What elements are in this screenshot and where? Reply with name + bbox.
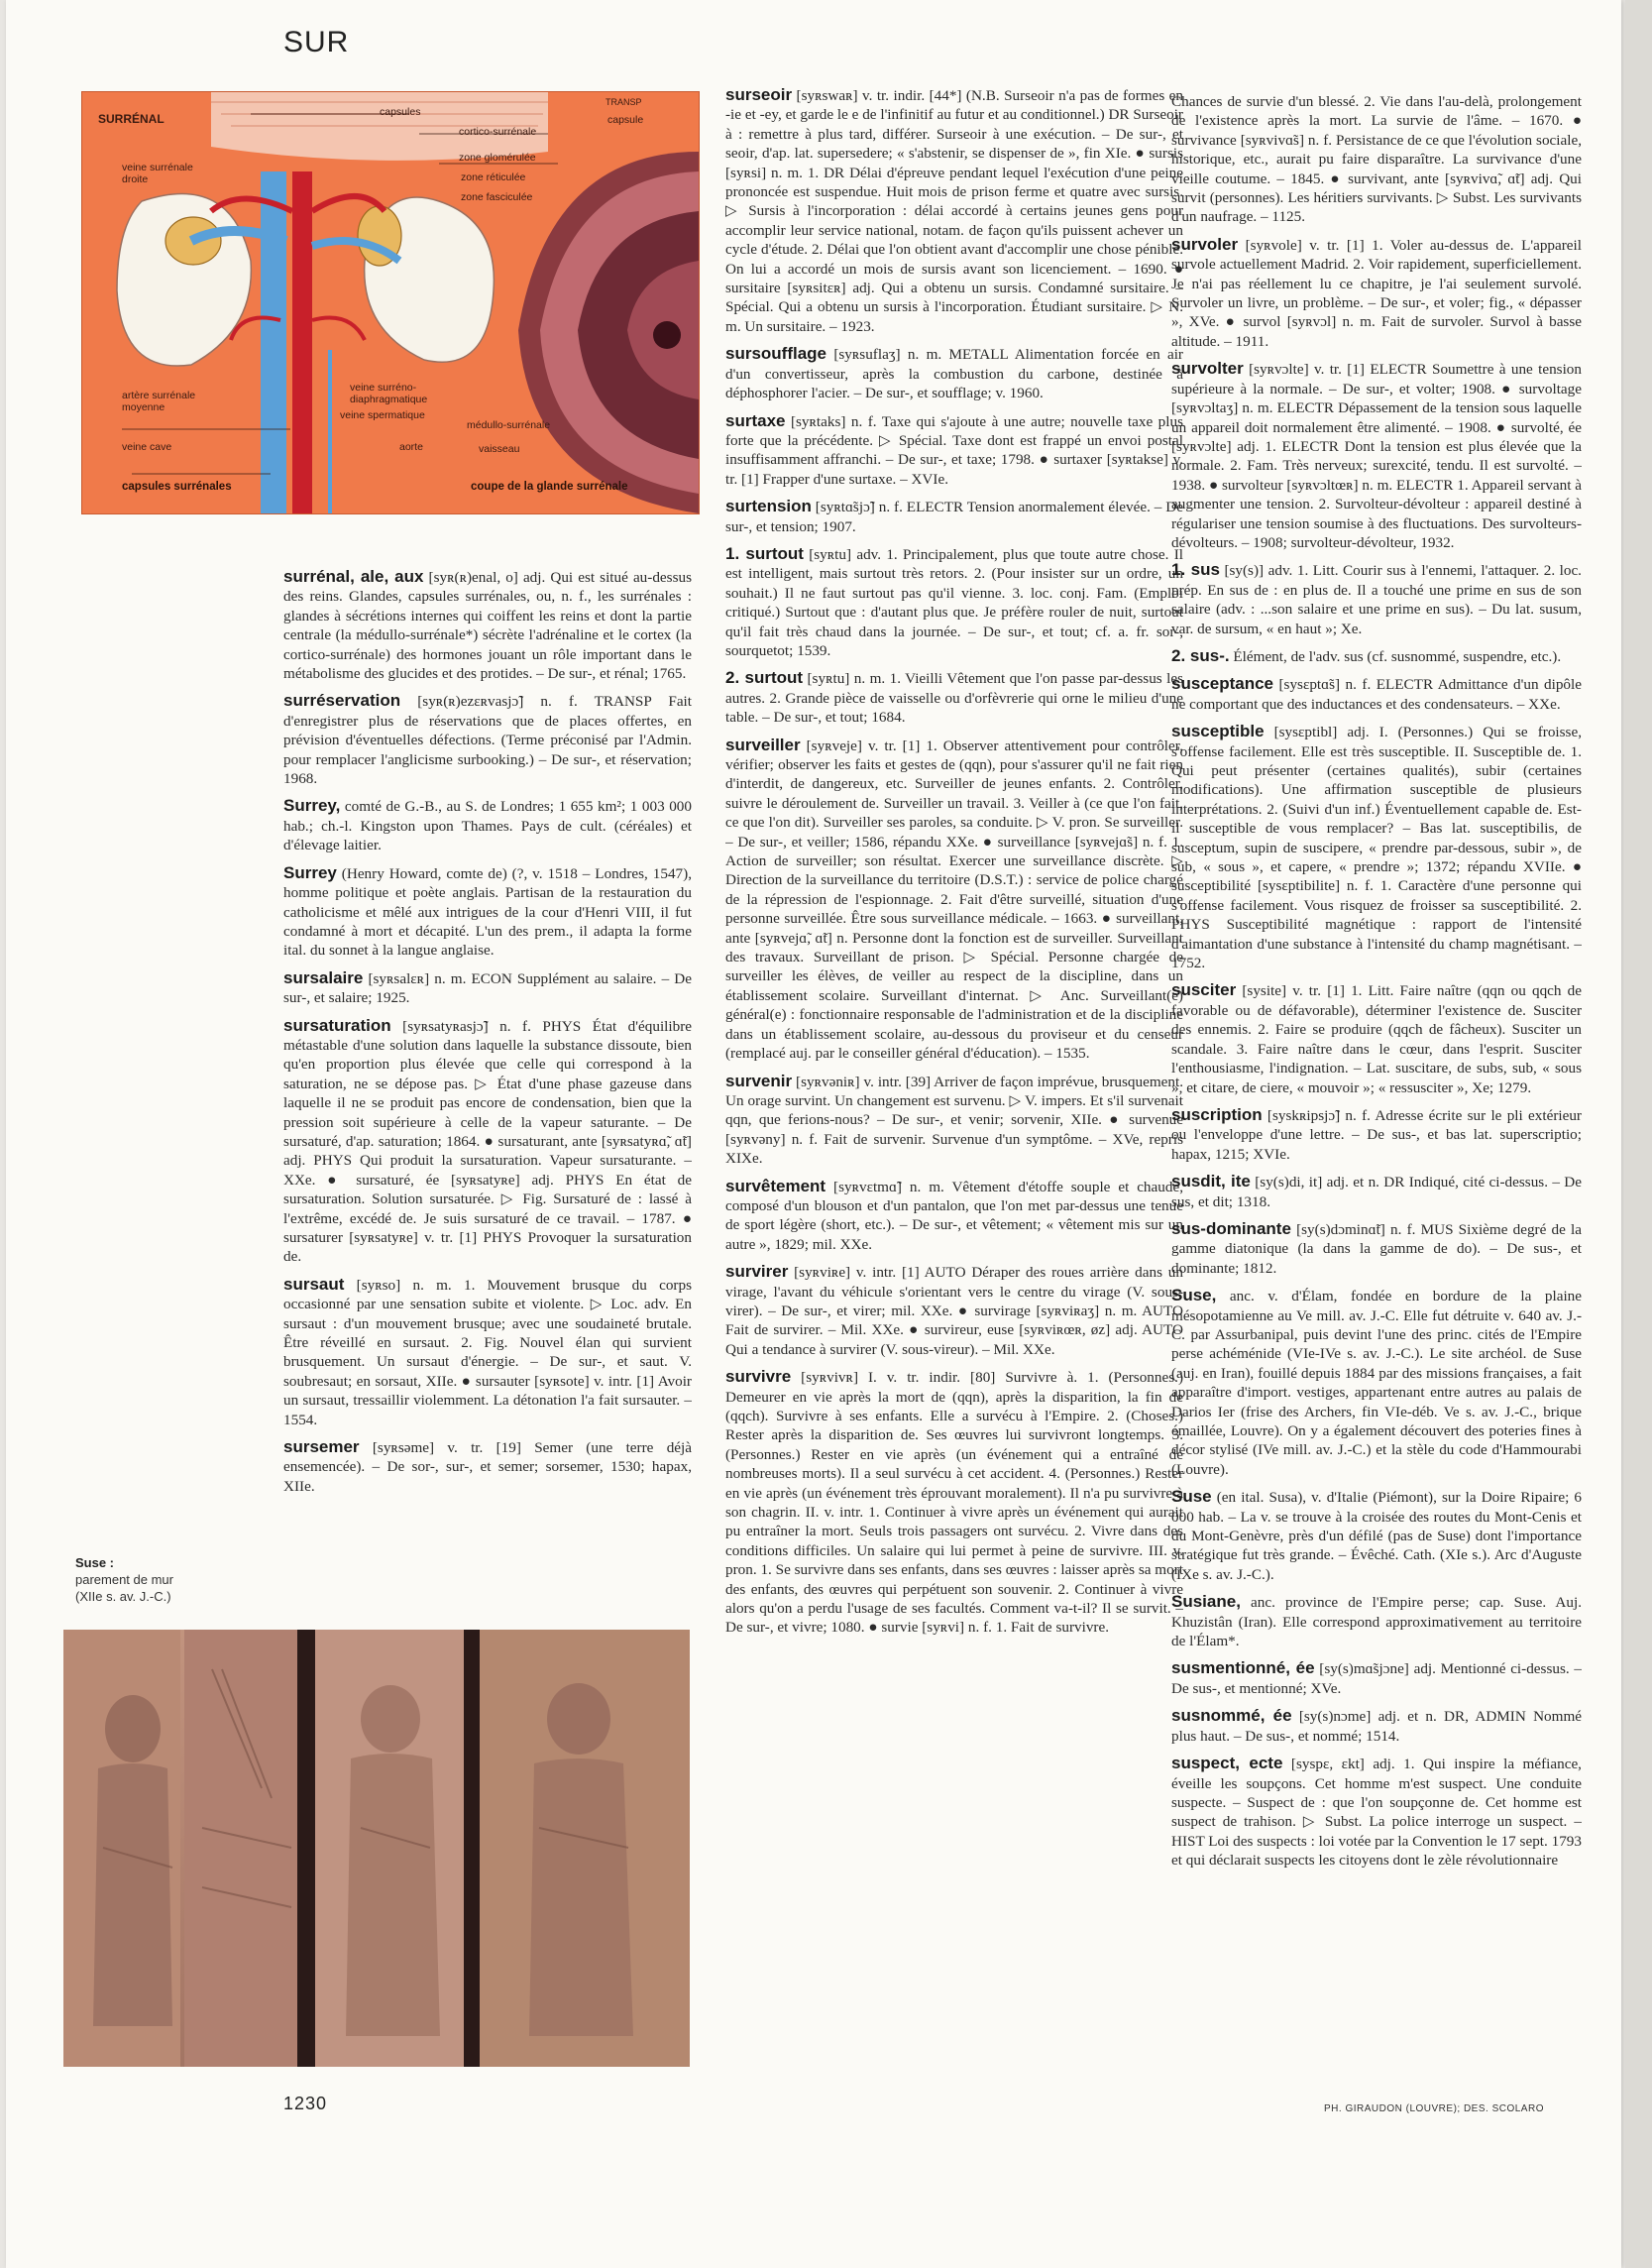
- headword: Suse,: [1171, 1286, 1217, 1305]
- definition: [syʀ(ʀ)enal, o] adj. Qui est situé au-dessus des reins. Glandes, capsules surrénales, ou, n. f., les surrénales : glandes à sécrétions internes qui coiffent les reins et dont la partie centrale (la médullo-surrénale*) sécrète l'adrénaline et le cortex (la cortico-surrénale) des hormones jouant un rôle important dans le métabolisme des glucides et des protides. – De sur-, et rénal; 1765.: [283, 569, 692, 683]
- headword: survirer: [725, 1262, 789, 1282]
- definition: [syʀsatyʀasjɔ̃] n. f. PHYS État d'équilibre métastable d'une solution dans laquelle la substance dissoute, bien qu'en proportion plus élevée que celle qui correspond à la saturation, ne se dépose pas. ▷ État d'une phase gazeuse dans laquelle il ne se produit pas encore de condensation, bien que la pression soit supérieure à celle de la vapeur saturante. – De sursaturé, d'ap. saturation; 1864. ● sursaturant, ante [syʀsatyʀɑ̃, ɑ̃t] adj. PHYS Qui produit la sursaturation. Vapeur sursaturante. – XXe. ● sursaturé, ée [syʀsatyʀe] adj. PHYS En état de sursaturation. Solution sursaturée. ▷ Fig. Sursaturé de : lassé à l'extrême, excédé de. Je suis sursaturé de ce travail. – 1787. ● sursaturer [syʀsatyʀe] v. tr. [1] PHYS Provoquer la sursaturation de.: [283, 1017, 692, 1266]
- entry: [725, 544, 1183, 660]
- photo-caption-line1: parement de mur: [75, 1572, 173, 1587]
- entry: [725, 1177, 1183, 1255]
- definition: Élément, de l'adv. sus (cf. susnommé, suspendre, etc.).: [1229, 647, 1562, 665]
- entry: [1171, 722, 1582, 972]
- definition: [syʀviʀe] v. intr. [1] AUTO Déraper des roues arrière dans un virage, l'avant du véhicule s'orientant vers le centre du virage (V. sous-virer). – De sur-, et virer; mil. XXe. ● survirage [syʀviʀaʒ] n. m. AUTO Fait de survirer. – Mil. XXe. ● survireur, euse [syʀviʀœʀ, øz] adj. AUTO Qui a tendance à survirer (V. sous-vireur). – Mil. XXe.: [725, 1264, 1183, 1358]
- definition: [sy(s)dɔminɑ̃t] n. f. MUS Sixième degré de la gamme diatonique (la dans la gamme de do). – De sus-, et dominante; 1812.: [1171, 1220, 1582, 1277]
- adrenal-illustration: [82, 92, 699, 513]
- label-veine-cave: veine cave: [122, 441, 172, 453]
- headword: surtaxe: [725, 410, 786, 430]
- suse-relief-photo: [63, 1630, 690, 2067]
- label-veine-diaphragmatique: veine surréno-diaphragmatique: [350, 382, 428, 405]
- photo-caption: [75, 1554, 173, 1605]
- column-2: [725, 85, 1183, 2078]
- definition: [syʀvivʀ] I. v. tr. indir. [80] Survivre à. 1. (Personnes.) Demeurer en vie après la mort de (qqn), après la disparition, la fin de (qqch). Survivre à ses enfants. Elle a survécu à l'Empire. 2. (Choses.) Rester après la disparition de. Ses œuvres lui survivront longtemps. 3. (Personnes.) Rester en vie après (un événement qui a entraîné de nombreuses morts). Il a seul survécu à cet accident. 4. (Personnes.) Rester en vie après (un événement très éprouvant moralement). Il n'a pu survivre à son chagrin. II. v. intr. 1. Continuer à vivre après un événement qui aurait pu entraîner la mort. Seuls trois passagers ont survécu. 2. Vivre dans des conditions difficiles. Un salaire qui lui permet à peine de survivre. III. v. pron. 1. Se survivre dans ses enfants, dans ses œuvres : laisser après sa mort des enfants, des œuvres qui perpétuent son souvenir. 2. Continuer à vivre alors qu'on a perdu l'usage de ses facultés. Comment va-t-il? Il se survit. – De sur-, et vivre; 1080. ● survie [syʀvi] n. f. 1. Fait de survivre.: [725, 1369, 1183, 1637]
- definition: [syʀtu] adv. 1. Principalement, plus que toute autre chose. Il est intelligent, mais surtout très retors. 2. (Pour insister sur un ordre, un souhait.) Il ne faut surtout pas qu'il vienne. 3. loc. conj. Fam. (Emploi critiqué.) Surtout que : d'autant plus que. Je préfère rouler de nuit, surtout qu'il fait très chaud dans la journée. – De sur-, et tout; cf. a. fr. sor-, sourquetot; 1539.: [725, 545, 1183, 659]
- headword: susmentionné, ée: [1171, 1658, 1315, 1678]
- figure-caption-left: capsules surrénales: [122, 481, 232, 493]
- headword: 2. sus-.: [1171, 645, 1230, 665]
- headword: survivre: [725, 1367, 792, 1387]
- definition: [syʀ(ʀ)ezɛʀvasjɔ̃] n. f. TRANSP Fait d'enregistrer plus de réservations que de places offertes, en prévision d'éventuelles défections. (Terme préconisé par l'Admin. pour remplacer l'anglicisme surbooking.) – De sur-, et réservation; 1968.: [283, 693, 692, 788]
- headword: Surrey: [283, 862, 337, 882]
- definition: (Henry Howard, comte de) (?, v. 1518 – Londres, 1547), homme politique et poète anglais. Partisan de la restauration du catholicisme et mêlé aux intrigues de la cour d'Henri VIII, il fut condamné à mort et décapité. L'un des prem., il adapta la forme ital. du sonnet à la langue anglaise.: [283, 864, 692, 960]
- entry: [725, 497, 1183, 536]
- definition: comté de G.-B., au S. de Londres; 1 655 km²; 1 003 000 hab.; ch.-l. Kingston upon Thames. Pays de cult. (céréales) et d'élevage laitier.: [283, 798, 692, 854]
- definition: anc. v. d'Élam, fondée en bordure de la plaine mésopotamienne au Ve mill. av. J.-C. Elle fut détruite v. 640 av. J.-C. par Assurbanipal, puis devint l'une des princ. cités de l'Empire perse achéménide (VIe-IVe s. av. J.-C.). Le site archéol. de Suse (auj. en Iran), fouillé depuis 1884 par des missions françaises, a fait apparaître d'import. vestiges, appartenant entre autres au palais de Darios Ier (frise des Archers, fin VIe-déb. Ve s. av. J.-C., brique émaillée, Louvre). On y a également découvert des poteries fines à décor stylisé (IVe mill. av. J.-C.) et la stèle du code d'Hammourabi (Louvre).: [1171, 1288, 1582, 1478]
- entry: [725, 668, 1183, 727]
- entry: [283, 691, 692, 788]
- definition: [sy(s)di, it] adj. et n. DR Indiqué, cité ci-dessus. – De sus, et dit; 1318.: [1171, 1174, 1582, 1210]
- label-veine-spermatique: veine spermatique: [340, 409, 425, 421]
- definition: [sy(s)] adv. 1. Litt. Courir sus à l'ennemi, l'attaquer. 2. loc. prép. En sus de : en plus de. Il a touché une prime en sus de son salaire (adv. : ...son salaire et une prime en sus). – Du lat. susum, var. de sursum, « en haut »; Xe.: [1171, 562, 1582, 637]
- headword: surrénal, ale, aux: [283, 567, 424, 586]
- entry: [1171, 1219, 1582, 1278]
- headword: susceptance: [1171, 674, 1273, 694]
- headword: survêtement: [725, 1176, 826, 1195]
- definition: [syʀvɛtmɑ̃] n. m. Vêtement d'étoffe souple et chaude, composé d'un blouson et d'un pantalon, que l'on met par-dessus une tenue de sport légère (short, etc.). – De sur-, et vêtement; « vêtement mis sur un autre », 1829; mil. XXe.: [725, 1178, 1183, 1253]
- entry: [725, 344, 1183, 402]
- entry: [283, 1437, 692, 1496]
- relief-image: [63, 1630, 690, 2067]
- label-vaisseau: vaisseau: [479, 443, 520, 455]
- label-capsule: capsule: [607, 114, 644, 126]
- entry: [1171, 1487, 1582, 1584]
- entry: [283, 567, 692, 683]
- entry: [1171, 560, 1582, 638]
- definition: anc. province de l'Empire perse; cap. Suse. Auj. Khuzistân (Iran). Elle correspond approximativement au territoire de l'Élam*.: [1171, 1594, 1582, 1650]
- label-aorte: aorte: [399, 441, 423, 453]
- entry: [1171, 1286, 1582, 1479]
- headword: susciter: [1171, 980, 1237, 1000]
- headword: survolter: [1171, 359, 1244, 379]
- definition: [syʀso] n. m. 1. Mouvement brusque du corps occasionné par une sensation subite et violente. ▷ Loc. adv. En sursaut : d'un mouvement brusque; avec une soudaineté brutale. Être réveillé en sursaut. 2. Fig. Nouvel élan qui survient brusquement. Un sursaut d'énergie. – De sur-, et saut. V. soubresaut; en sorsaut, XIIe. ● sursauter [syʀsote] v. intr. [1] Avoir un sursaut, tressaillir violemment. La détonation l'a fait sursauter. – 1554.: [283, 1276, 692, 1428]
- headword: susdit, ite: [1171, 1172, 1251, 1191]
- headword: Suse: [1171, 1487, 1212, 1507]
- definition: [syʀtu] n. m. 1. Vieilli Vêtement que l'on passe par-dessus les autres. 2. Grande pièce de vaisselle ou d'orfèvrerie qui orne le milieu d'une table. – De sur-, et tout; 1684.: [725, 670, 1183, 727]
- definition: [sysite] v. tr. [1] 1. Litt. Faire naître (qqn ou qqch de favorable ou de défavorable), déterminer l'existence de. Susciter des ennemis. 2. Faire se produire (qqch de fâcheux). Susciter un scandale. 3. Faire naître dans le cœur, dans l'esprit. Susciter l'enthousiasme, l'indignation. – Lat. suscitare, de subs, sub, « sous », et citare, de ciere, « mouvoir »; « ressusciter », Xe; 1279.: [1171, 982, 1582, 1096]
- definition: [syʀsalɛʀ] n. m. ECON Supplément au salaire. – De sur-, et salaire; 1925.: [283, 969, 692, 1007]
- adrenal-figure: [81, 91, 700, 514]
- definition: [syʀtaks] n. f. Taxe qui s'ajoute à une autre; nouvelle taxe plus forte que la précédente. ▷ Spécial. Taxe dont est frappé un envoi postal insuffisamment affranchi. – De sur-, et taxe; 1798. ● surtaxer [syʀtakse] v. tr. [1] Frapper d'une surtaxe. – XVIe.: [725, 412, 1183, 488]
- definition: [syʀvɔlte] v. tr. [1] ELECTR Soumettre à une tension supérieure à la normale. – De sur-, et volter; 1908. ● survoltage [syʀvɔltaʒ] n. m. ELECTR Dépassement de la tension sous laquelle un appareil doit normalement être alimenté. – 1908. ● survolté, ée [syʀvɔlte] adj. 1. ELECTR Dont la tension est plus élevée que la normale. 2. Fam. Très nerveux; surexcité, tendu. Il est survolté. – 1938. ● survolteur [syʀvɔltœʀ] n. m. ELECTR 1. Appareil servant à augmenter une tension. 2. Survolteur-dévolteur : appareil destiné à régulariser une tension soumise à des fluctuations. Des survolteurs-dévolteurs. – 1908; survolteur-dévolteur, 1932.: [1171, 361, 1582, 551]
- entry: [1171, 1172, 1582, 1211]
- definition: Chances de survie d'un blessé. 2. Vie dans l'au-delà, prolongement de l'existence après la mort. La survie de l'âme. – 1670. ● survivance [syʀvivɑ̃s] n. f. Persistance de ce que l'évolution sociale, historique, etc., aurait pu faire disparaître. La survivance d'une vieille coutume. – 1845. ● survivant, ante [syʀvivɑ̃, ɑ̃t] adj. Qui survit (personnes). Les héritiers survivants. ▷ Subst. Les survivants d'un naufrage. – 1125.: [1171, 93, 1582, 226]
- entry: [283, 968, 692, 1008]
- entry: [283, 1016, 692, 1267]
- headword: sursemer: [283, 1437, 360, 1457]
- page-number: 1230: [283, 2094, 328, 2113]
- label-artere: artère surrénale moyenne: [122, 390, 196, 413]
- entry: [725, 85, 1183, 336]
- entry: [1171, 91, 1582, 227]
- definition: [sy(s)nɔme] adj. et n. DR, ADMIN Nommé plus haut. – De sus-, et nommé; 1514.: [1171, 1708, 1582, 1745]
- running-head: SUR: [283, 26, 350, 58]
- label-cortico: cortico-surrénale: [459, 126, 537, 138]
- definition: [syspɛ, ɛkt] adj. 1. Qui inspire la méfiance, éveille les soupçons. Cet homme m'est suspect. Une conduite suspecte. – Suspect de : que l'on soupçonne de. Cet homme est suspect de trahison. ▷ Subst. La police interroge un suspect. – HIST Loi des suspects : loi votée par la Convention le 17 sept. 1793 et qui déclarait suspects les citoyens dont le zèle révolutionnaire: [1171, 1756, 1582, 1870]
- definition: [syskʀipsjɔ̃] n. f. Adresse écrite sur le pli extérieur ou l'enveloppe d'une lettre. – De sus-, et bas lat. superscriptio; hapax, 1215; XVIe.: [1171, 1106, 1582, 1163]
- entry: [283, 796, 692, 854]
- headword: survoler: [1171, 234, 1239, 254]
- entry: [283, 863, 692, 961]
- definition: [sysɛptibl] adj. I. (Personnes.) Qui se froisse, s'offense facilement. Elle est très susceptible. II. Susceptible de. 1. Qui peut présenter (certaines qualités), subir (certaines modifications). Une affirmation susceptible de plusieurs interprétations. 2. (Suivi d'un inf.) Éventuellement capable de. Est-il susceptible de vous remplacer? – Bas lat. susceptibilis, de susceptum, supin de suscipere, « prendre par-dessous, subir », de sub, « sous », et capere, « prendre »; 1372; répandu XVIIe. ● susceptibilité [sysɛptibilite] n. f. 1. Caractère d'une personne qui s'offense facilement. Vous risquez de froisser sa susceptibilité. 2. PHYS Susceptibilité magnétique : rapport de l'intensité d'aimantation d'une substance à l'intensité du champ magnétisant. – 1752.: [1171, 724, 1582, 972]
- headword: Susiane,: [1171, 1592, 1241, 1612]
- label-medullo: médullo-surrénale: [467, 419, 551, 431]
- headword: susnommé, ée: [1171, 1706, 1292, 1726]
- headword: sursaturation: [283, 1015, 391, 1035]
- entry: [1171, 1658, 1582, 1698]
- headword: 2. surtout: [725, 668, 804, 688]
- photo-caption-title: Suse :: [75, 1555, 115, 1570]
- headword: surseoir: [725, 85, 793, 104]
- entry: [725, 1367, 1183, 1638]
- definition: [syʀsuflaʒ] n. m. METALL Alimentation forcée en air d'un convertisseur, après la combustion du carbone, destinée à déphosphorer l'acier. – De sur-, et soufflage; v. 1960.: [725, 346, 1183, 402]
- entry: [725, 1072, 1183, 1169]
- definition: [syʀsəme] v. tr. [19] Semer (une terre déjà ensemencée). – De sor-, sur-, et semer; sorsemer, 1530; hapax, XIIe.: [283, 1439, 692, 1495]
- entry: [725, 736, 1183, 1064]
- headword: susceptible: [1171, 722, 1265, 741]
- dictionary-page: [6, 0, 1621, 2268]
- headword: surtension: [725, 497, 812, 516]
- figure-caption-right: coupe de la glande surrénale: [471, 481, 628, 493]
- entry: [1171, 980, 1582, 1096]
- headword: surveiller: [725, 735, 801, 754]
- headword: Surrey,: [283, 796, 341, 816]
- label-zone-reticulee: zone réticulée: [461, 171, 526, 183]
- entry: [1171, 1105, 1582, 1164]
- label-capsules: capsules: [380, 106, 421, 118]
- headword: suscription: [1171, 1104, 1263, 1124]
- headword: sursaut: [283, 1274, 345, 1294]
- entry: [1171, 1592, 1582, 1650]
- headword: surréservation: [283, 691, 401, 711]
- headword: suspect, ecte: [1171, 1754, 1283, 1773]
- definition: (en ital. Susa), v. d'Italie (Piémont), sur la Doire Ripaire; 6 000 hab. – La v. se trouve à la croisée des routes du Mont-Cenis et du Mont-Genèvre, près d'un défilé (pas de Suse) dont l'importance stratégique fut très grande. – Évêché. Cath. (XIe s.). Arc d'Auguste (IXe s. av. J.-C.).: [1171, 1489, 1582, 1583]
- headword: sursalaire: [283, 967, 364, 987]
- entry: [1171, 1706, 1582, 1746]
- figure-title: SURRÉNAL: [98, 112, 165, 126]
- entry: [1171, 1754, 1582, 1870]
- page-edge: [1625, 0, 1652, 2268]
- photo-credit: PH. GIRAUDON (LOUVRE); DES. SCOLARO: [1324, 2103, 1544, 2114]
- definition: [syʀvole] v. tr. [1] 1. Voler au-dessus de. L'appareil survole actuellement Madrid. 2. Voir rapidement, superficiellement. Je n'ai pas réellement lu ce chapitre, je l'ai seulement survolé. Survoler un livre, un problème. – De sur-, et voler; fig., « dépasser », XVe. ● survol [syʀvɔl] n. m. Fait de survoler. Survol à basse altitude. – 1911.: [1171, 236, 1582, 350]
- headword: 1. sus: [1171, 560, 1220, 580]
- headword: sursoufflage: [725, 344, 827, 364]
- entry: [725, 1262, 1183, 1359]
- definition: [syʀvəniʀ] v. intr. [39] Arriver de façon imprévue, brusquement. Un orage survint. Un changement est survenu. ▷ V. impers. Et s'il survenait qqn, que ferions-nous? – De sur-, et venir; sorvenir, XIIe. ● survenue [syʀvəny] n. f. Fait de survenir. Survenue d'un symptôme. – XVe, repris XIXe.: [725, 1073, 1183, 1168]
- entry: [725, 411, 1183, 490]
- entry: [1171, 646, 1582, 666]
- photo-caption-line2: (XIIe s. av. J.-C.): [75, 1589, 171, 1604]
- entry: [1171, 359, 1582, 552]
- definition: [syʀswaʀ] v. tr. indir. [44*] (N.B. Surseoir n'a pas de formes en -ie et -ey, et garde le e de l'infinitif au futur et au conditionnel.) DR Surseoir à : remettre à plus tard, différer. Surseoir à une exécution. – De sur-, et seoir, d'ap. lat. supersedere; « s'abstenir, se dispenser de », fin XIe. ● sursis [syʀsi] n. m. 1. DR Délai d'épreuve pendant lequel l'exécution d'une peine prononcée est suspendue. Huit mois de prison ferme et quatre avec sursis. ▷ Sursis à l'incorporation : délai accordé à certains jeunes gens pour accomplir leur service national, notam. de façon qu'ils puissent achever un cycle d'étude. 2. Délai que l'on obtient avant d'accomplir une chose pénible. On lui a accordé un mois de sursis avant son licenciement. – 1690. ● sursitaire [syʀsitɛʀ] adj. Qui a obtenu un sursis. Condamné sursitaire. – Spécial. Qui a obtenu un sursis à l'incorporation. Étudiant sursitaire. ▷ N. m. Un sursitaire. – 1923.: [725, 87, 1183, 335]
- label-veine-surrenale-droite: veine surrénale droite: [122, 162, 193, 185]
- entry: [283, 1275, 692, 1429]
- entry: [1171, 674, 1582, 714]
- label-zone-fasciculee: zone fasciculée: [461, 191, 533, 203]
- definition: [syʀtɑ̃sjɔ̃] n. f. ELECTR Tension anormalement élevée. – De sur-, et tension; 1907.: [725, 499, 1183, 535]
- entry: [1171, 235, 1582, 351]
- headword: sus-dominante: [1171, 1218, 1291, 1238]
- definition: [sysɛptɑ̃s] n. f. ELECTR Admittance d'un dipôle ne comportant que des inductances et des condensateurs. – XXe.: [1171, 676, 1582, 713]
- headword: survenir: [725, 1071, 793, 1090]
- definition: [syʀveje] v. tr. [1] 1. Observer attentivement pour contrôler, vérifier; observer les faits et gestes de (qqn), pour s'assurer qu'il ne fait rien d'interdit, de dangereux, etc. Surveiller de jeunes enfants. 2. Contrôler, suivre le déroulement de. Surveiller un travail. 3. Veiller à (ce que l'on fait, ce que l'on dit). Surveiller ses paroles, sa conduite. ▷ V. pron. Se surveiller. – De sur-, et veiller; 1586, répandu XXe. ● surveillance [syʀvejɑ̃s] n. f. 1. Action de surveiller; son résultat. Exercer une surveillance discrète. ▷ Direction de la surveillance du territoire (D.S.T.) : service de police chargé de la répression de l'espionnage. 2. Fait d'être surveillé, situation d'une personne surveillée. Être sous surveillance médicale. – 1663. ● surveillant, ante [syʀvejɑ̃, ɑ̃t] n. Personne dont la fonction est de surveiller. Surveillant des travaux. Surveillant de prison. ▷ Spécial. Personne chargée de surveiller les élèves, de veiller au respect de la discipline, dans un établissement scolaire. Surveillant d'internat. ▷ Anc. Surveillant(e) général(e) : fonctionnaire responsable de l'administration et de la discipline dans un établissement scolaire, au-dessous du proviseur et du censeur (remplacé auj. par le conseiller général d'éducation). – 1535.: [725, 737, 1183, 1063]
- label-transp: TRANSP: [606, 97, 642, 107]
- headword: 1. surtout: [725, 543, 804, 563]
- definition: [sy(s)mɑ̃sjɔne] adj. Mentionné ci-dessus. – De sus-, et mentionné; XVe.: [1171, 1660, 1582, 1697]
- label-zone-glomerulee: zone glomérulée: [459, 152, 536, 164]
- column-3: [1171, 91, 1582, 2084]
